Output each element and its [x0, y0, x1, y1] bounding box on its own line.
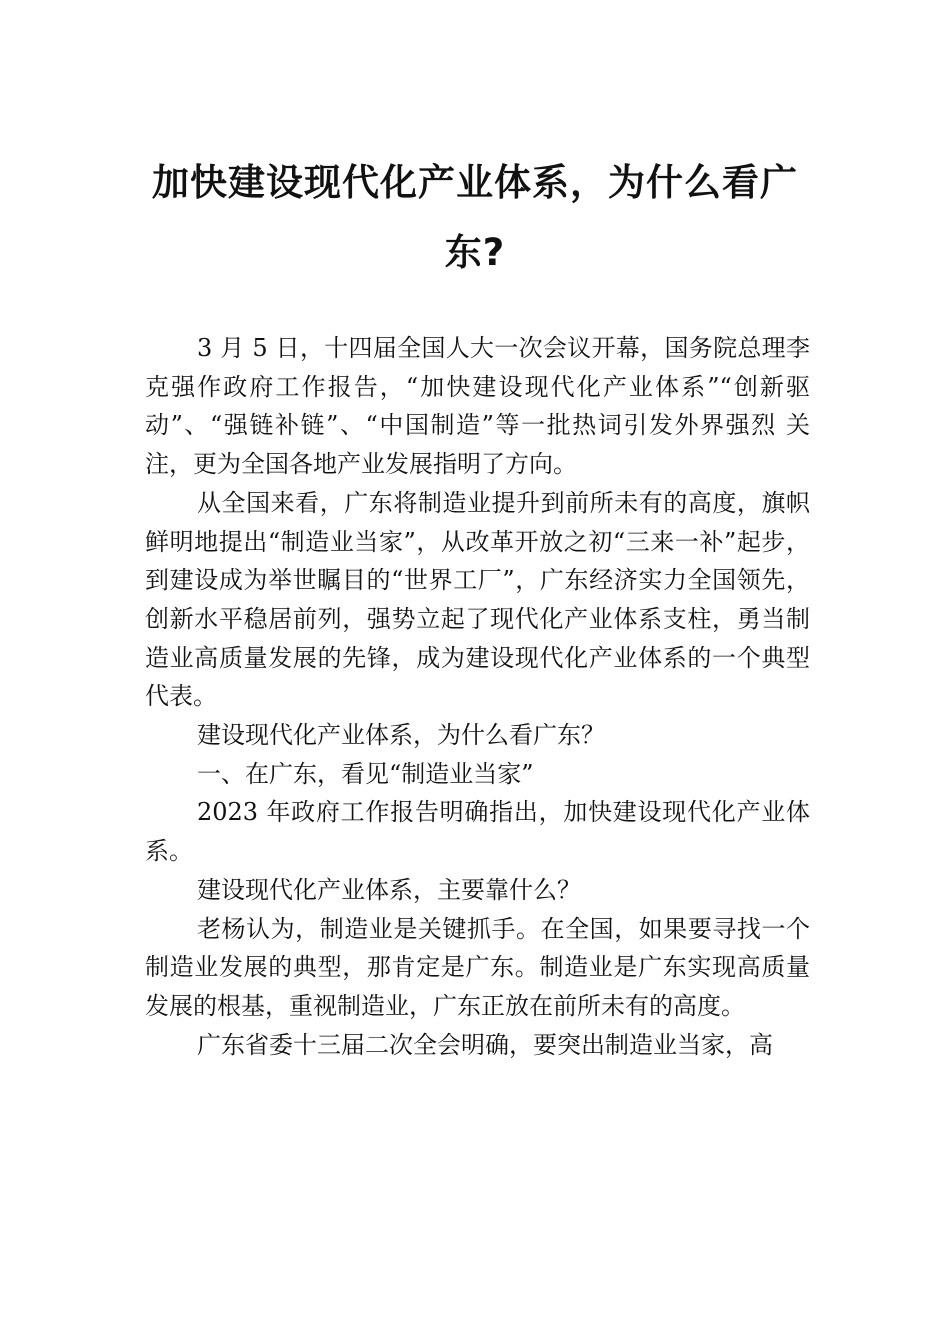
section-heading-one: 一、在广东，看见“制造业当家” [197, 759, 534, 788]
paragraph-report-2023: 2023 年政府工作报告明确指出，加快建设现代化产业体系。 [145, 798, 810, 866]
paragraph-provincial-committee: 广东省委十三届二次全会明确，要突出制造业当家，高 [197, 1030, 773, 1059]
paragraph-national-view: 从全国来看，广东将制造业提升到前所未有的高度，旗帜鲜明地提出“制造业当家”，从改革开放之初“三来一补”起步，到建设成为举世瞩目的“世界工厂”，广东经济实力全国领先，创新水平稳居前列，强势立起了现代化产业体系支柱，勇当制造业高质量发展的先锋，成为建设现代化产业体系的一个典型代表。 [145, 488, 810, 711]
document-title: 加快建设现代化产业体系，为什么看广东? [152, 161, 798, 274]
paragraph-lao-yang: 老杨认为，制造业是关键抓手。在全国，如果要寻找一个制造业发展的典型，那肯定是广东。制造业是广东实现高质量发展的根基，重视制造业，广东正放在前所未有的高度。 [145, 914, 810, 1020]
paragraph-opening: 3 月 5 日，十四届全国人大一次会议开幕，国务院总理李克强作政府工作报告，“加快建设现代化产业体系”“创新驱动”、“强链补链”、“中国制造”等一批热词引发外界强烈 关注，更为全国各地产业发展指明了方向。 [145, 334, 810, 479]
document-body [145, 329, 810, 1064]
paragraph-question: 建设现代化产业体系，为什么看广东？ [197, 721, 605, 750]
paragraph-what-to-rely-on: 建设现代化产业体系，主要靠什么？ [197, 875, 581, 904]
